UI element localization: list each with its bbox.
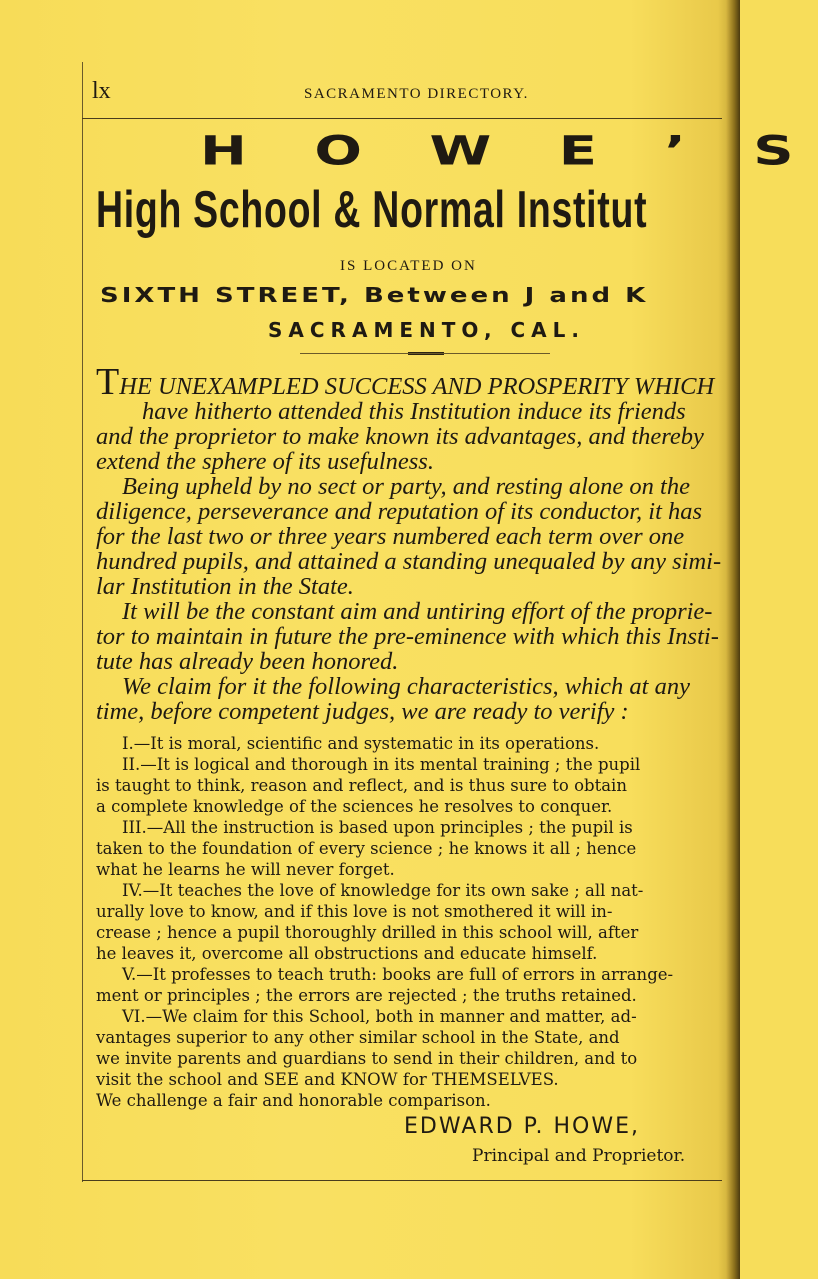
list-line: taken to the foundation of every science ; he knows it all ; hence — [96, 839, 637, 858]
list-line: a complete knowledge of the sciences he resolves to conquer. — [96, 797, 613, 816]
list-line: vantages superior to any other similar school in the State, and — [96, 1028, 620, 1047]
list-line: III.—All the instruction is based upon principles ; the pupil is — [122, 818, 633, 837]
page-header — [92, 78, 722, 108]
ad-subtitle: High School & Normal Institut — [96, 181, 648, 239]
list-line: IV.—It teaches the love of knowledge for its own sake ; all nat- — [122, 881, 644, 900]
frame-left-rule — [82, 62, 83, 1182]
body-line: extend the sphere of its usefulness. — [96, 448, 434, 475]
ad-body — [96, 361, 736, 725]
ornament-rule — [300, 353, 550, 354]
list-line: We challenge a fair and honorable comparison. — [96, 1091, 491, 1110]
header-rule — [82, 118, 722, 119]
body-line: tor to maintain in future the pre-eminence with which this Insti- — [96, 623, 719, 650]
street-address: SIXTH STREET, Between J and K — [100, 284, 649, 308]
body-line: It will be the constant aim and untiring effort of the proprie- — [122, 598, 713, 625]
city-name: SACRAMENTO, CAL. — [268, 318, 586, 342]
body-line: hundred pupils, and attained a standing unequaled by any simi- — [96, 548, 722, 575]
list-line: visit the school and SEE and KNOW for THEMSELVES. — [96, 1070, 559, 1089]
characteristics-list — [96, 733, 736, 1111]
footer-rule — [82, 1180, 722, 1181]
body-line: lar Institution in the State. — [96, 573, 354, 600]
signature-name: EDWARD P. HOWE, — [404, 1114, 640, 1139]
signature-role: Principal and Proprietor. — [472, 1146, 686, 1166]
list-line: what he learns he will never forget. — [96, 860, 395, 879]
ad-title: H O W E ’ S — [200, 128, 818, 175]
body-line: have hitherto attended this Institution induce its friends — [142, 398, 686, 425]
page-number: lx — [92, 78, 111, 104]
list-line: we invite parents and guardians to send in their children, and to — [96, 1049, 638, 1068]
body-line: diligence, perseverance and reputation of its conductor, it has — [96, 498, 703, 525]
list-line: urally love to know, and if this love is not smothered it will in- — [96, 902, 613, 921]
running-head: SACRAMENTO DIRECTORY. — [304, 86, 529, 102]
list-line: crease ; hence a pupil thoroughly drilled in this school will, after — [96, 923, 639, 942]
body-line: THE UNEXAMPLED SUCCESS AND PROSPERITY WHICH — [96, 361, 715, 403]
body-line: and the proprietor to make known its advantages, and thereby — [96, 423, 704, 450]
list-line: he leaves it, overcome all obstructions and educate himself. — [96, 944, 598, 963]
list-line: ment or principles ; the errors are rejected ; the truths retained. — [96, 986, 637, 1005]
list-line: is taught to think, reason and reflect, and is thus sure to obtain — [96, 776, 627, 795]
body-line: We claim for it the following characteristics, which at any — [122, 673, 690, 700]
body-line: Being upheld by no sect or party, and resting alone on the — [122, 473, 690, 500]
list-line: V.—It professes to teach truth: books are full of errors in arrange- — [122, 965, 674, 984]
located-text: IS LOCATED ON — [340, 258, 477, 274]
list-line: II.—It is logical and thorough in its mental training ; the pupil — [122, 755, 641, 774]
body-line: time, before competent judges, we are ready to verify : — [96, 698, 629, 725]
drop-cap: T — [96, 361, 120, 403]
list-line: I.—It is moral, scientific and systematic in its operations. — [122, 734, 600, 753]
body-line: for the last two or three years numbered each term over one — [96, 523, 685, 550]
body-line: tute has already been honored. — [96, 648, 399, 675]
list-line: VI.—We claim for this School, both in manner and matter, ad- — [122, 1007, 637, 1026]
